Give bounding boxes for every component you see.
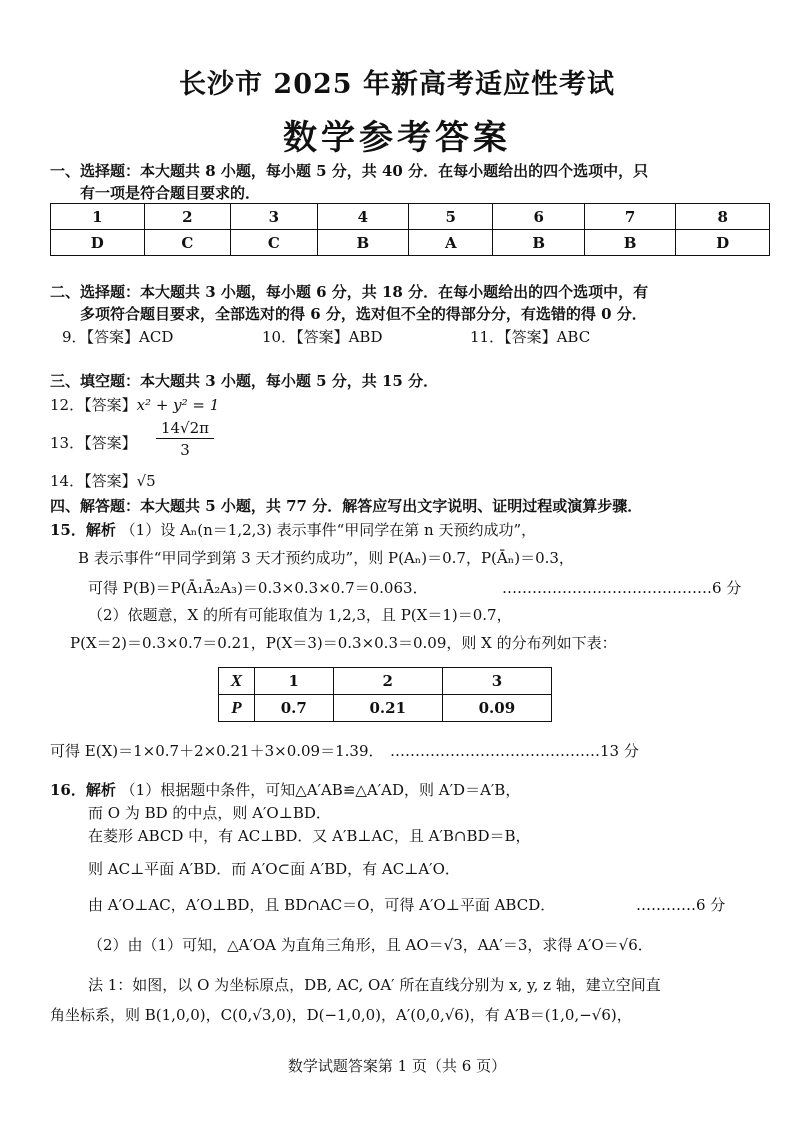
table-row bbox=[219, 668, 552, 695]
q15-line2: B 表示事件“甲同学到第 3 天才预约成功”，则 P(Aₙ)＝0.7，P(Āₙ)＝0.3， bbox=[78, 549, 574, 567]
answer-q9: 9．【答案】ACD bbox=[62, 328, 174, 346]
q15-line5: P(X＝2)＝0.3×0.7＝0.21，P(X＝3)＝0.3×0.3＝0.09，则 X 的分布列如下表： bbox=[70, 634, 617, 652]
table-header-cell: X bbox=[219, 668, 255, 695]
section4-header: 四、解答题：本大题共 5 小题，共 77 分．解答应写出文字说明、证明过程或演算步骤． bbox=[50, 497, 643, 515]
section2-header-line1: 二、选择题：本大题共 3 小题，每小题 6 分，共 18 分．在每小题给出的四个选项中，有 bbox=[50, 283, 649, 301]
answer-q14-prefix: 14．【答案】 bbox=[50, 472, 137, 490]
question-number-cell: 7 bbox=[584, 204, 675, 230]
q16-line8: 角坐标系，则 B(1,0,0)，C(0,√3,0)，D(−1,0,0)，A′(0,0,√6)，有 A′B＝(1,0,−√6)， bbox=[50, 1006, 632, 1024]
answer-q11: 11．【答案】ABC bbox=[470, 328, 591, 346]
answer-cell: A bbox=[409, 230, 493, 256]
answer-q12-prefix: 12．【答案】 bbox=[50, 396, 137, 414]
answer-q13-prefix: 13．【答案】 bbox=[50, 434, 137, 452]
section3-header: 三、填空题：本大题共 3 小题，每小题 5 分，共 15 分． bbox=[50, 372, 439, 390]
q15-score-6: ……………………………………6 分 bbox=[502, 579, 742, 597]
q15-text: （1）设 Aₙ(n＝1,2,3) 表示事件“甲同学在第 n 天预约成功”， bbox=[120, 521, 537, 539]
q16-label: 16．解析 bbox=[50, 781, 116, 799]
answer-cell: D bbox=[676, 230, 770, 256]
q15-line4: （2）依题意，X 的所有可能取值为 1,2,3，且 P(X＝1)＝0.7， bbox=[88, 606, 512, 624]
q15-line3: 可得 P(B)＝P(Ā₁Ā₂A₃)＝0.3×0.3×0.7＝0.063． bbox=[88, 579, 428, 597]
q16-line4: 则 AC⊥平面 A′BD．而 A′O⊂面 A′BD，有 AC⊥A′O． bbox=[88, 860, 460, 878]
question-number-cell: 4 bbox=[317, 204, 408, 230]
multiple-choice-answer-table bbox=[50, 203, 770, 256]
answer-q10: 10．【答案】ABD bbox=[262, 328, 383, 346]
table-header-cell: 1 bbox=[254, 668, 333, 695]
q16-score-6: …………6 分 bbox=[636, 896, 726, 914]
table-header-cell: 2 bbox=[333, 668, 442, 695]
exam-title: 长沙市 2025 年新高考适应性考试 bbox=[179, 69, 615, 100]
q15-label: 15．解析 bbox=[50, 521, 116, 539]
table-cell: 0.21 bbox=[333, 695, 442, 722]
answer-q12-value: x² + y² = 1 bbox=[136, 396, 220, 414]
answer-cell: B bbox=[317, 230, 408, 256]
q16-line1 bbox=[50, 779, 520, 800]
answer-cell: B bbox=[584, 230, 675, 256]
table-cell: 0.09 bbox=[442, 695, 551, 722]
question-number-cell: 8 bbox=[676, 204, 770, 230]
answer-cell: C bbox=[144, 230, 231, 256]
q16-line2: 而 O 为 BD 的中点，则 A′O⊥BD． bbox=[88, 804, 331, 822]
table-row bbox=[51, 230, 770, 256]
table-row bbox=[51, 204, 770, 230]
section2-header-line2: 多项符合题目要求，全部选对的得 6 分，选对但不全的得部分分，有选错的得 0 分． bbox=[80, 305, 647, 323]
document-subtitle: 数学参考答案 bbox=[283, 118, 511, 158]
q16-line6: （2）由（1）可知，△A′OA 为直角三角形，且 AO＝√3，AA′＝3，求得 A′O＝√6． bbox=[88, 936, 653, 954]
table-header-cell: 3 bbox=[442, 668, 551, 695]
distribution-table bbox=[218, 667, 552, 722]
section1-header-line2: 有一项是符合题目要求的． bbox=[80, 184, 261, 202]
fraction-denominator: 3 bbox=[180, 441, 190, 459]
question-number-cell: 2 bbox=[144, 204, 231, 230]
question-number-cell: 1 bbox=[51, 204, 145, 230]
answer-cell: B bbox=[493, 230, 584, 256]
page-footer: 数学试题答案第 1 页（共 6 页） bbox=[287, 1057, 507, 1075]
q16-text: （1）根据题中条件，可知△A′AB≌△A′AD，则 A′D＝A′B， bbox=[120, 781, 521, 799]
q15-line1 bbox=[50, 519, 536, 540]
fraction-numerator: 14√2π bbox=[156, 419, 214, 439]
question-number-cell: 6 bbox=[493, 204, 584, 230]
q15-line6: 可得 E(X)＝1×0.7＋2×0.21＋3×0.09＝1.39． bbox=[50, 742, 384, 760]
table-row bbox=[219, 695, 552, 722]
answer-q14 bbox=[50, 470, 156, 491]
answer-cell: D bbox=[51, 230, 145, 256]
q16-line3: 在菱形 ABCD 中，有 AC⊥BD．又 A′B⊥AC，且 A′B∩BD＝B， bbox=[88, 827, 531, 845]
table-cell: P bbox=[219, 695, 255, 722]
question-number-cell: 3 bbox=[231, 204, 318, 230]
answer-q12 bbox=[50, 394, 219, 415]
table-cell: 0.7 bbox=[254, 695, 333, 722]
q16-line5: 由 A′O⊥AC，A′O⊥BD，且 BD∩AC＝O，可得 A′O⊥平面 ABCD． bbox=[88, 896, 556, 914]
answer-q13-fraction bbox=[156, 419, 214, 459]
answer-cell: C bbox=[231, 230, 318, 256]
q16-line7: 法 1：如图，以 O 为坐标原点，DB, AC, OA′ 所在直线分别为 x, y, z 轴，建立空间直 bbox=[88, 976, 661, 994]
section1-header-line1: 一、选择题：本大题共 8 小题，每小题 5 分，共 40 分．在每小题给出的四个选项中，只 bbox=[50, 162, 649, 180]
answer-q14-value: √5 bbox=[136, 472, 156, 490]
question-number-cell: 5 bbox=[409, 204, 493, 230]
q15-score-13: ……………………………………13 分 bbox=[390, 742, 639, 760]
